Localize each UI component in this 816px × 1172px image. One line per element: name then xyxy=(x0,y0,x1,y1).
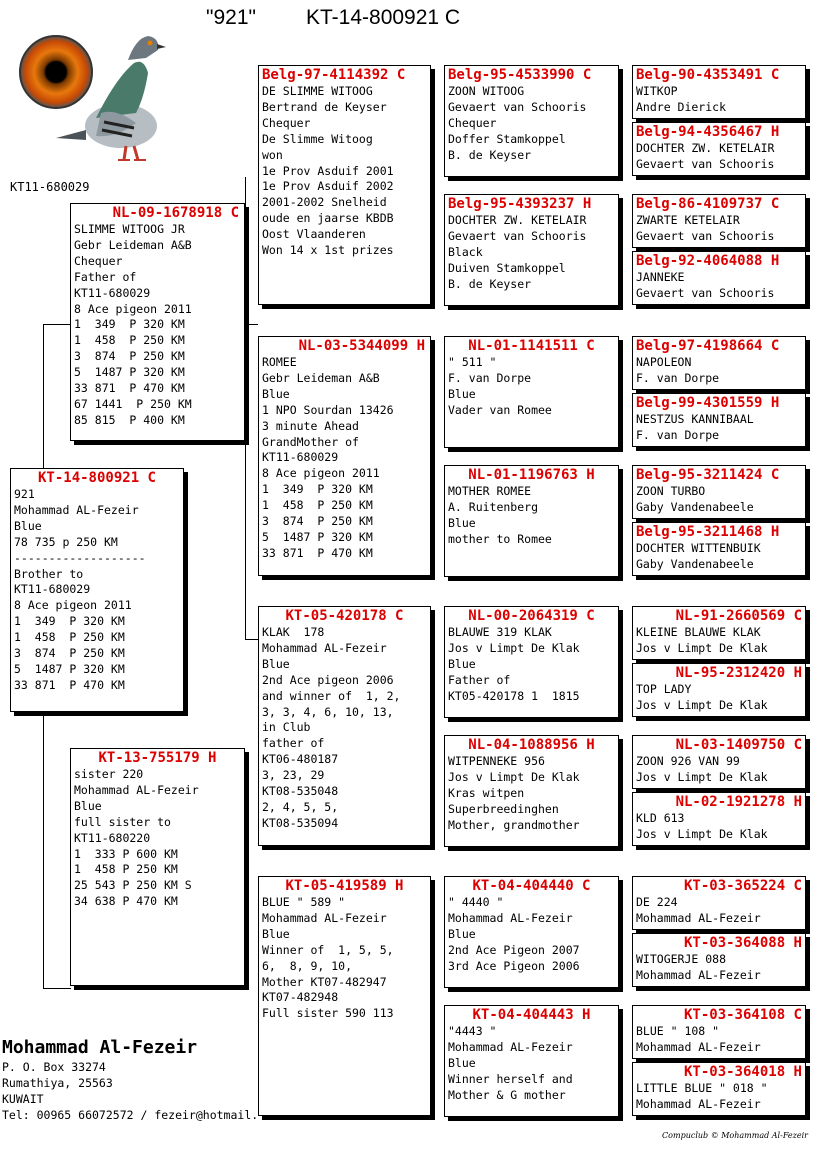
subject-details: 921 Mohammad AL-Fezeir Blue 78 735 p 250 KM ------------------- Brother to KT11-680029 8 Ace pigeon 2011 1 349 P 320 KM 1 458 P 250 KM 3 874 P 250 KM 5 1487 P 320 KM 33 871 P 470 KM xyxy=(14,487,146,692)
ancestor-card: Belg-94-4356467 H DOCHTER ZW. KETELAIR Gevaert van Schooris xyxy=(632,122,806,176)
sire-card xyxy=(70,203,245,441)
sibling-details: sister 220 Mohammad AL-Fezeir Blue full sister to KT11-680220 1 333 P 600 KM 1 458 P 250 KM 25 543 P 250 KM S 34 638 P 470 KM xyxy=(74,767,199,909)
owner-name: Mohammad Al-Fezeir xyxy=(2,1037,198,1058)
grandparent-ring: KT-05-420178 C xyxy=(285,608,404,624)
pigeon-eye-logo xyxy=(16,18,166,166)
grandparent-ring: NL-03-5344099 H xyxy=(298,338,425,354)
great-grandparent-card: NL-01-1196763 H MOTHER ROMEE A. Ruitenberg Blue mother to Romee xyxy=(444,465,619,577)
ancestor-card: KT-03-364108 C BLUE " 108 " Mohammad AL-Fezeir xyxy=(632,1005,806,1059)
owner-address-line: KUWAIT xyxy=(2,1092,44,1106)
grandparent-card: KT-05-419589 H BLUE " 589 " Mohammad AL-Fezeir Blue Winner of 1, 5, 5, 6, 8, 9, 10, Mother KT07-482947 KT07-482948 Full sister 590 113 xyxy=(258,876,431,1116)
grandparent-ring: Belg-97-4114392 C xyxy=(262,67,406,83)
great-grandparent-card: Belg-95-4393237 H DOCHTER ZW. KETELAIR Gevaert van Schooris Black Duiven Stamkoppel B. de Keyser xyxy=(444,194,619,306)
eye-icon xyxy=(20,36,92,108)
sibling-ring: KT-13-755179 H xyxy=(98,750,217,766)
logo-caption: KT11-680029 xyxy=(10,180,90,194)
ancestor-card: NL-03-1409750 C ZOON 926 VAN 99 Jos v Limpt De Klak xyxy=(632,735,806,789)
grandparent-card: Belg-97-4114392 C DE SLIMME WITOOG Bertrand de Keyser Chequer De Slimme Witoog won 1e Prov Asduif 2001 1e Prov Asduif 2002 2001-2002 Snelheid oude en jaarse KBDB Oost Vlaanderen Won 14 x 1st prizes xyxy=(258,65,431,305)
owner-address-line: Rumathiya, 25563 xyxy=(2,1076,113,1090)
owner-contact: Tel: 00965 66072572 / fezeir@hotmail. xyxy=(2,1108,259,1122)
pigeon-ring: KT-14-800921 C xyxy=(306,6,461,29)
ancestor-card: Belg-90-4353491 C WITKOP Andre Dierick xyxy=(632,65,806,119)
sibling-card xyxy=(70,748,245,986)
grandparent-ring: KT-05-419589 H xyxy=(285,878,404,894)
ancestor-card: Belg-95-3211424 C ZOON TURBO Gaby Vandenabeele xyxy=(632,465,806,519)
footer-credit: Compuclub © Mohammad Al-Fezeir xyxy=(662,1131,808,1140)
ancestor-card: Belg-99-4301559 H NESTZUS KANNIBAAL F. van Dorpe xyxy=(632,393,806,447)
sire-ring: NL-09-1678918 C xyxy=(112,205,239,221)
great-grandparent-card: KT-04-404440 C " 4440 " Mohammad AL-Fezeir Blue 2nd Ace Pigeon 2007 3rd Ace Pigeon 2006 xyxy=(444,876,619,988)
sire-details: SLIMME WITOOG JR Gebr Leideman A&B Chequer Father of KT11-680029 8 Ace pigeon 2011 1 349 P 320 KM 1 458 P 250 KM 3 874 P 250 KM 5 1487 P 320 KM 33 871 P 470 KM 67 1441 P 250 KM 85 815 P 400 KM xyxy=(74,222,192,427)
ancestor-card: NL-95-2312420 H TOP LADY Jos v Limpt De Klak xyxy=(632,663,806,717)
great-grandparent-card: NL-01-1141511 C " 511 " F. van Dorpe Blue Vader van Romee xyxy=(444,336,619,448)
owner-address-line: P. O. Box 33274 xyxy=(2,1060,106,1074)
subject-ring: KT-14-800921 C xyxy=(37,470,156,486)
ancestor-card: Belg-86-4109737 C ZWARTE KETELAIR Gevaert van Schooris xyxy=(632,194,806,248)
ancestor-card: NL-02-1921278 H KLD 613 Jos v Limpt De Klak xyxy=(632,792,806,846)
pigeon-name: "921" xyxy=(206,6,256,29)
ancestor-card: Belg-95-3211468 H DOCHTER WITTENBUIK Gaby Vandenabeele xyxy=(632,522,806,576)
ancestor-card: Belg-97-4198664 C NAPOLEON F. van Dorpe xyxy=(632,336,806,390)
great-grandparent-card: NL-00-2064319 C BLAUWE 319 KLAK Jos v Limpt De Klak Blue Father of KT05-420178 1 1815 xyxy=(444,606,619,718)
ancestor-card: KT-03-365224 C DE 224 Mohammad AL-Fezeir xyxy=(632,876,806,930)
grandparent-card: NL-03-5344099 H ROMEE Gebr Leideman A&B Blue 1 NPO Sourdan 13426 3 minute Ahead GrandMother of KT11-680029 8 Ace pigeon 2011 1 349 P 320 KM 1 458 P 250 KM 3 874 P 250 KM 5 1487 P 320 KM 33 871 P 470 KM xyxy=(258,336,431,576)
ancestor-card: KT-03-364018 H LITTLE BLUE " 018 " Mohammad AL-Fezeir xyxy=(632,1062,806,1116)
great-grandparent-card: Belg-95-4533990 C ZOON WITOOG Gevaert van Schooris Chequer Doffer Stamkoppel B. de Keyser xyxy=(444,65,619,177)
great-grandparent-card: KT-04-404443 H "4443 " Mohammad AL-Fezeir Blue Winner herself and Mother & G mother xyxy=(444,1005,619,1117)
ancestor-card: Belg-92-4064088 H JANNEKE Gevaert van Schooris xyxy=(632,251,806,305)
subject-card xyxy=(10,468,184,712)
ancestor-card: KT-03-364088 H WITOGERJE 088 Mohammad AL-Fezeir xyxy=(632,933,806,987)
great-grandparent-card: NL-04-1088956 H WITPENNEKE 956 Jos v Limpt De Klak Kras witpen Superbreedinghen Mother, grandmother xyxy=(444,735,619,847)
grandparent-card: KT-05-420178 C KLAK 178 Mohammad AL-Fezeir Blue 2nd Ace pigeon 2006 and winner of 1, 2, 3, 3, 4, 6, 10, 13, in Club father of KT06-480187 3, 23, 29 KT08-535048 2, 4, 5, 5, KT08-535094 xyxy=(258,606,431,846)
ancestor-card: NL-91-2660569 C KLEINE BLAUWE KLAK Jos v Limpt De Klak xyxy=(632,606,806,660)
